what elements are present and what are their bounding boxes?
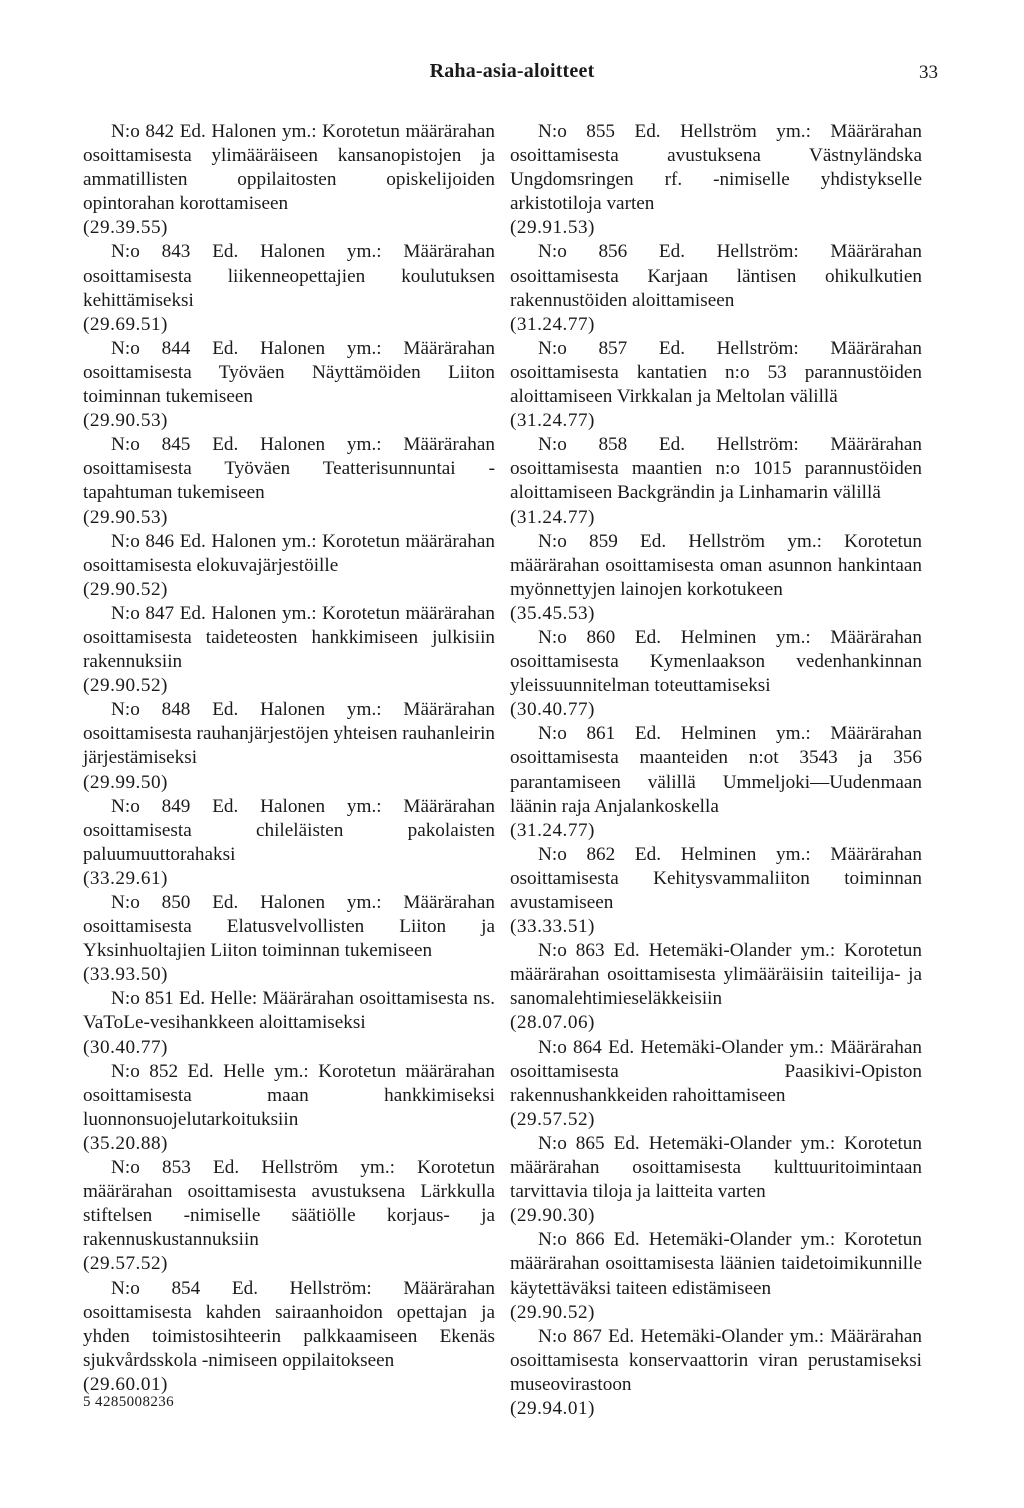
entry-code: (31.24.77) — [510, 819, 595, 841]
list-item — [83, 1060, 495, 1156]
list-item — [83, 795, 495, 891]
list-item — [510, 722, 922, 842]
entry-text: N:o 845 Ed. Halonen ym.: Määrärahan osoittamisesta Työväen Teatterisunnuntai -tapahtuman tukemiseen — [83, 434, 495, 504]
entry-text: N:o 858 Ed. Hellström: Määrärahan osoittamisesta maantien n:o 1015 parannustöiden aloittamiseen Backgrändin ja Linhamarin välillä — [510, 434, 922, 504]
entry-text: N:o 864 Ed. Hetemäki-Olander ym.: Määrärahan osoittamisesta Paasikivi-Opiston rakennushankkeiden rahoittamiseen — [510, 1036, 922, 1106]
list-item — [83, 337, 495, 433]
list-item — [83, 240, 495, 336]
entry-code: (29.90.52) — [510, 1301, 595, 1323]
list-item — [510, 939, 922, 1035]
list-item — [510, 1036, 922, 1132]
entry-code: (29.90.53) — [83, 410, 168, 432]
entry-text: N:o 843 Ed. Halonen ym.: Määrärahan osoittamisesta liikenneopettajien koulutuksen kehittämiseksi — [83, 241, 495, 311]
entry-code: (29.57.52) — [83, 1253, 168, 1275]
list-item — [510, 240, 922, 336]
list-item — [510, 626, 922, 722]
entry-code: (29.90.52) — [83, 675, 168, 697]
entry-code: (33.33.51) — [510, 916, 595, 938]
entry-text: N:o 849 Ed. Halonen ym.: Määrärahan osoittamisesta chileläisten pakolaisten paluumuuttorahaksi — [83, 795, 495, 865]
list-item — [83, 433, 495, 529]
list-item — [510, 120, 922, 240]
list-item — [510, 843, 922, 939]
entry-text: N:o 846 Ed. Halonen ym.: Korotetun määrärahan osoittamisesta elokuvajärjestöille — [83, 530, 495, 576]
list-item — [510, 1325, 922, 1421]
right-column — [510, 120, 922, 1421]
entry-text: N:o 847 Ed. Halonen ym.: Korotetun määrärahan osoittamisesta taideteosten hankkimiseen julkisiin rakennuksiin — [83, 602, 495, 673]
entry-text: N:o 848 Ed. Halonen ym.: Määrärahan osoittamisesta rauhanjärjestöjen yhteisen rauhanleirin järjestämiseksi — [83, 699, 495, 769]
entry-text: N:o 866 Ed. Hetemäki-Olander ym.: Korotetun määrärahan osoittamisesta läänien taidetoimikunnille käytettäväksi taiteen edistämiseen — [510, 1229, 922, 1299]
list-item — [83, 530, 495, 602]
entry-text: N:o 854 Ed. Hellström: Määrärahan osoittamisesta kahden sairaanhoidon opettajan ja yhden toimistosihteerin palkkaamiseen Ekenäs sjukvårdsskola -nimiseen oppilaitokseen — [83, 1277, 495, 1371]
entry-code: (29.60.01) — [83, 1373, 168, 1395]
entry-code: (35.20.88) — [83, 1132, 168, 1154]
entry-text: N:o 865 Ed. Hetemäki-Olander ym.: Korotetun määrärahan osoittamisesta kulttuuritoimintaan tarvittavia tiloja ja laitteita varten — [510, 1132, 922, 1203]
entry-text: N:o 855 Ed. Hellström ym.: Määrärahan osoittamisesta avustuksena Västnyländska Ungdomsringen rf. -nimiselle yhdistykselle arkistotiloja varten — [510, 121, 922, 215]
page-number: 33 — [919, 62, 938, 83]
entry-code: (29.94.01) — [510, 1397, 595, 1419]
entry-text: N:o 850 Ed. Halonen ym.: Määrärahan osoittamisesta Elatusvelvollisten Liiton ja Yksinhuoltajien Liiton toiminnan tukemiseen — [83, 892, 495, 962]
entry-text: N:o 862 Ed. Helminen ym.: Määrärahan osoittamisesta Kehitysvammaliiton toiminnan avustamiseen — [510, 843, 922, 913]
left-column — [83, 120, 495, 1397]
entry-code: (29.39.55) — [83, 217, 168, 239]
entry-text: N:o 859 Ed. Hellström ym.: Korotetun määrärahan osoittamisesta oman asunnon hankintaan myönnettyjen lainojen korkotukeen — [510, 530, 922, 600]
entry-code: (28.07.06) — [510, 1012, 595, 1034]
entry-code: (30.40.77) — [83, 1036, 168, 1058]
entry-text: N:o 851 Ed. Helle: Määrärahan osoittamisesta ns. VaToLe-vesihankkeen aloittamiseksi — [83, 988, 495, 1034]
entry-text: N:o 856 Ed. Hellström: Määrärahan osoittamisesta Karjaan läntisen ohikulkutien rakennustöiden aloittamiseen — [510, 241, 922, 311]
entry-text: N:o 857 Ed. Hellström: Määrärahan osoittamisesta kantatien n:o 53 parannustöiden aloittamiseen Virkkalan ja Meltolan välillä — [510, 337, 922, 408]
entry-code: (29.69.51) — [83, 313, 168, 335]
entry-code: (31.24.77) — [510, 313, 595, 335]
entry-text: N:o 861 Ed. Helminen ym.: Määrärahan osoittamisesta maanteiden n:ot 3543 ja 356 parantamiseen välillä Ummeljoki—Uudenmaan läänin raja Anjalankoskella — [510, 723, 922, 817]
entry-code: (33.29.61) — [83, 867, 168, 889]
entry-text: N:o 844 Ed. Halonen ym.: Määrärahan osoittamisesta Työväen Näyttämöiden Liiton toiminnan tukemiseen — [83, 337, 495, 408]
list-item — [510, 530, 922, 626]
list-item — [83, 698, 495, 794]
entry-text: N:o 867 Ed. Hetemäki-Olander ym.: Määrärahan osoittamisesta konservaattorin viran perustamiseksi museovirastoon — [510, 1325, 922, 1395]
list-item — [83, 602, 495, 698]
entry-code: (31.24.77) — [510, 506, 595, 528]
entry-code: (35.45.53) — [510, 602, 595, 624]
list-item — [83, 891, 495, 987]
list-item — [510, 433, 922, 529]
entry-code: (29.57.52) — [510, 1108, 595, 1130]
entry-code: (29.91.53) — [510, 217, 595, 239]
entry-text: N:o 852 Ed. Helle ym.: Korotetun määrärahan osoittamisesta maan hankkimiseksi luonnonsuojelutarkoituksiin — [83, 1060, 495, 1130]
entry-text: N:o 853 Ed. Hellström ym.: Korotetun määrärahan osoittamisesta avustuksena Lärkkulla stiftelsen -nimiselle säätiölle korjaus- ja rakennuskustannuksiin — [83, 1157, 495, 1251]
entry-code: (30.40.77) — [510, 699, 595, 721]
entry-code: (33.93.50) — [83, 964, 168, 986]
entry-code: (29.99.50) — [83, 771, 168, 793]
list-item — [510, 337, 922, 433]
entry-code: (29.90.52) — [83, 578, 168, 600]
entry-code: (29.90.53) — [83, 506, 168, 528]
entry-text: N:o 863 Ed. Hetemäki-Olander ym.: Korotetun määrärahan osoittamisesta ylimääräisiin taiteilija- ja sanomalehtimieseläkkeisiin — [510, 940, 922, 1010]
entry-code: (29.90.30) — [510, 1205, 595, 1227]
list-item — [83, 1277, 495, 1397]
entry-text: N:o 842 Ed. Halonen ym.: Korotetun määrärahan osoittamisesta ylimääräiseen kansanopistojen ja ammatillisten oppilaitosten opiskelijoiden opintorahan korottamiseen — [83, 121, 495, 215]
page-title: Raha-asia-aloitteet — [429, 60, 595, 82]
list-item — [83, 120, 495, 240]
list-item — [83, 1156, 495, 1276]
list-item — [83, 987, 495, 1059]
list-item — [510, 1132, 922, 1228]
footer-print-code: 5 4285008236 — [83, 1394, 175, 1410]
entry-code: (31.24.77) — [510, 410, 595, 432]
entry-text: N:o 860 Ed. Helminen ym.: Määrärahan osoittamisesta Kymenlaakson vedenhankinnan yleissuunnitelman toteuttamiseksi — [510, 626, 922, 697]
list-item — [510, 1228, 922, 1324]
